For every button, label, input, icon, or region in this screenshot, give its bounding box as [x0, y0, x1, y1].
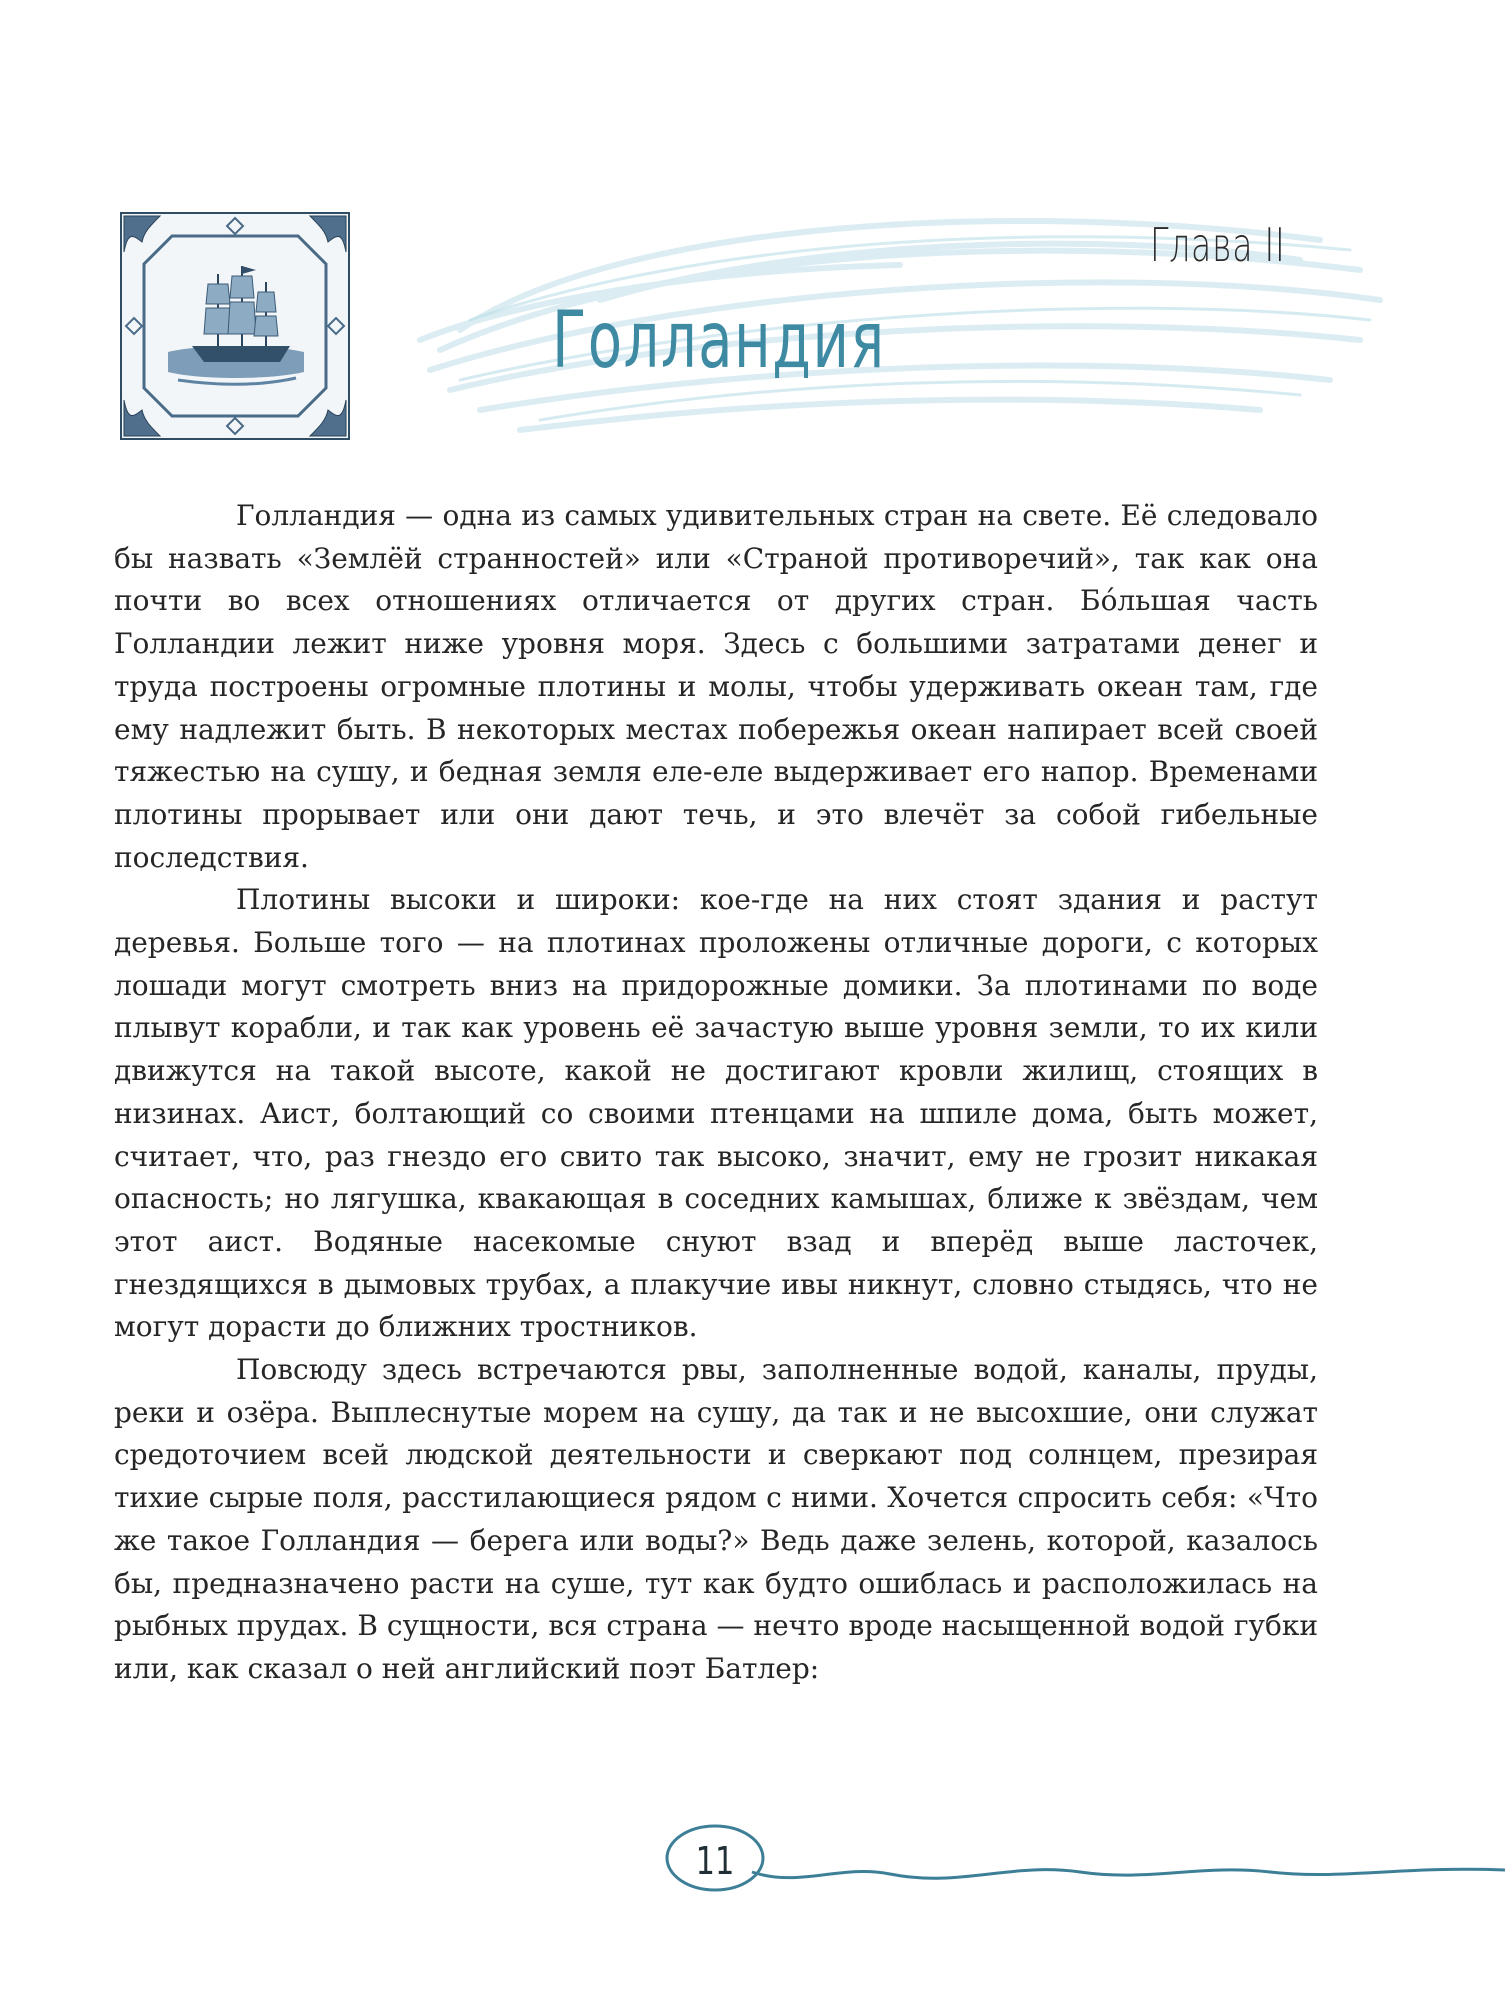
paragraph-1: Голландия — одна из самых удивительных стран на свете. Её следовало бы назвать «Землёй странностей» или «Страной противоречий», так как она почти во всех отношениях отличается от других стран. Бо́льшая часть Голландии лежит ниже уровня моря. Здесь с большими затратами денег и труда построены огромные плотины и молы, чтобы удерживать океан там, где ему надлежит быть. В некоторых местах побережья океан напирает всей своей тяжестью на сушу, и бедная земля еле-еле выдерживает его напор. Временами плотины прорывает или они дают течь, и это влечёт за собой гибельные последствия. — [114, 499, 1318, 874]
page-number-decoration — [0, 1800, 1505, 1920]
body-text — [114, 495, 1318, 1691]
paragraph-2: Плотины высоки и широки: кое-где на них стоят здания и растут деревья. Больше того — на плотинах проложены отличные дороги, с которых лошади могут смотреть вниз на придорожные домики. За плотинами по воде плывут корабли, и так как уровень её зачастую выше уровня земли, то их кили движутся на такой высоте, какой не достигают кровли жилищ, стоящих в низинах. Аист, болтающий со своими птенцами на шпиле дома, быть может, считает, что, раз гнездо его свито так высоко, значит, ему не грозит никакая опасность; но лягушка, квакающая в соседних камышах, ближе к звёздам, чем этот аист. Водяные насекомые снуют взад и вперёд выше ласточек, гнездящихся в дымовых трубах, а плакучие ивы никнут, словно стыдясь, что не могут дорасти до ближних тростников. — [114, 883, 1318, 1344]
paragraph-3: Повсюду здесь встречаются рвы, заполненные водой, каналы, пруды, реки и озёра. Выплеснутые морем на сушу, да так и не высохшие, они служат средоточием всей людской деятельности и сверкают под солнцем, презирая тихие сырые поля, расстилающиеся рядом с ними. Хочется спросить себя: «Что же такое Голландия — берега или воды?» Ведь даже зелень, которой, казалось бы, предназначено расти на суше, тут как будто ошиблась и расположилась на рыбных прудах. В сущности, вся страна — нечто вроде насыщенной водой губки или, как сказал о ней английский поэт Батлер: — [114, 1353, 1318, 1685]
page-number: 11 — [695, 1839, 735, 1883]
chapter-title: Голландия — [552, 296, 886, 386]
delft-tile-ship-icon — [120, 212, 350, 440]
chapter-label: Глава II — [1150, 218, 1286, 272]
